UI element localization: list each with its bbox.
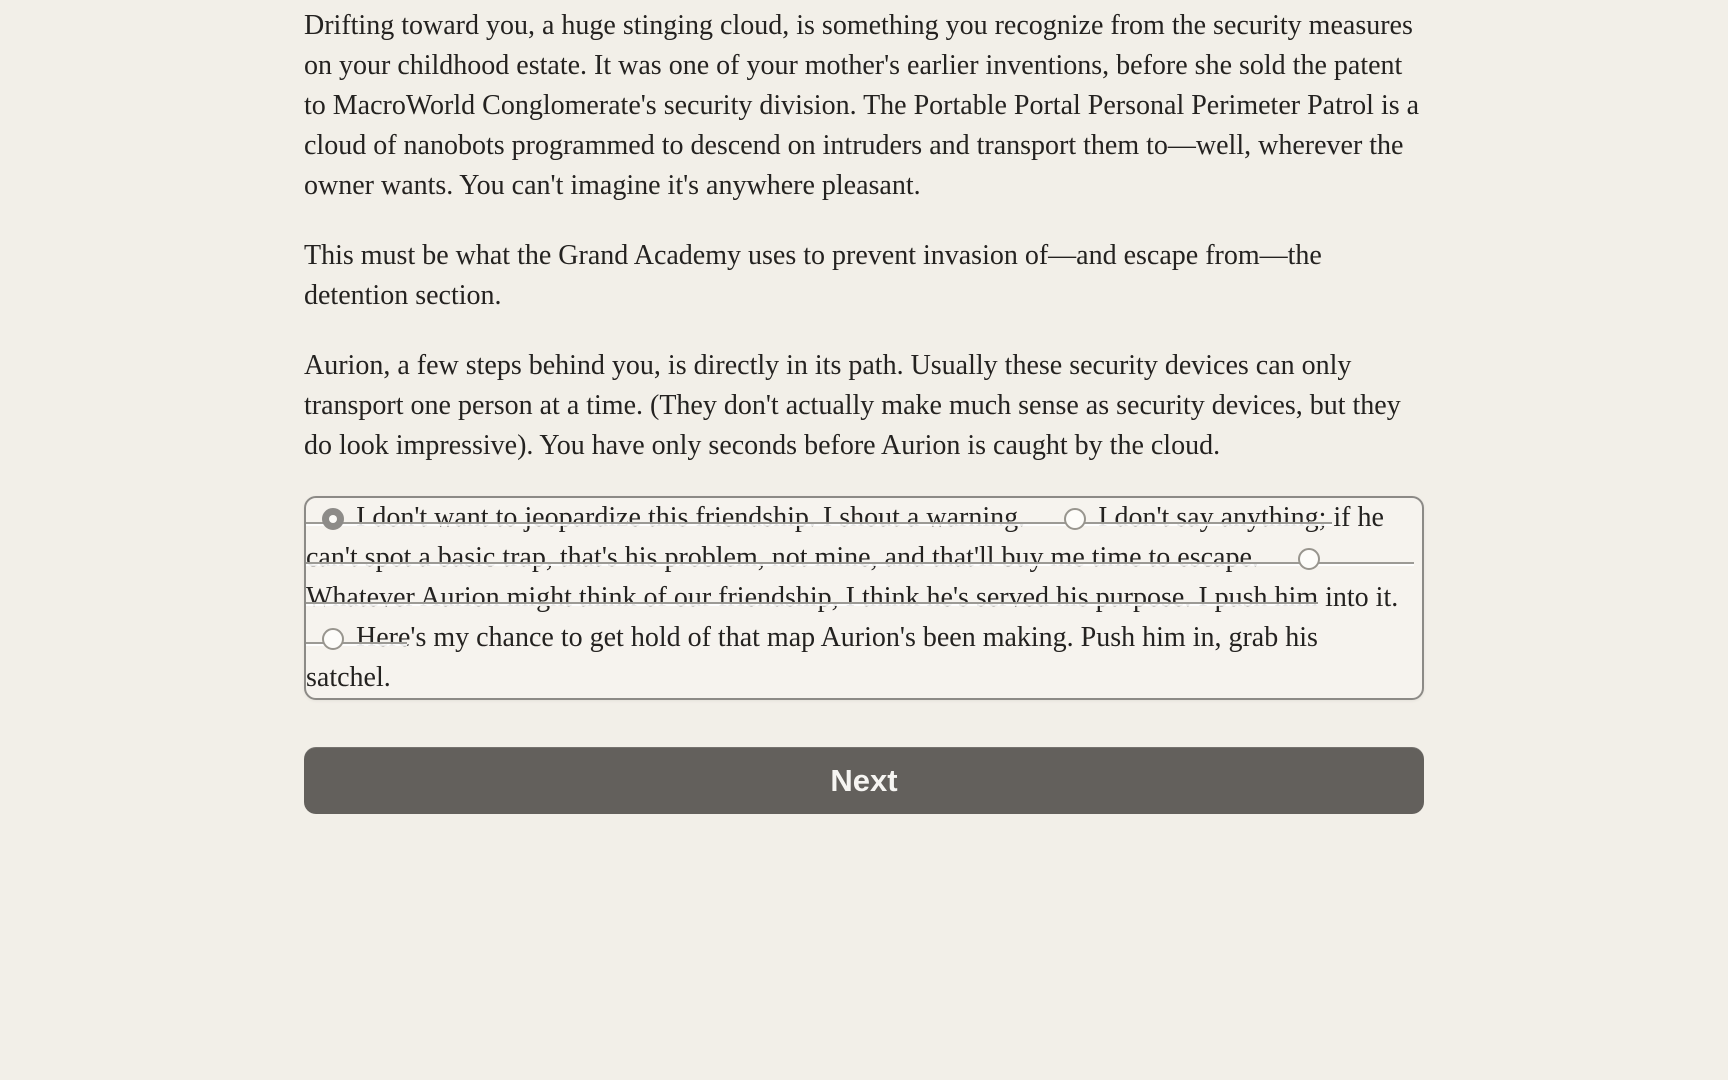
next-button[interactable]: Next [304, 747, 1424, 814]
radio-button-icon[interactable] [1064, 508, 1086, 530]
story-paragraph: This must be what the Grand Academy uses to prevent invasion of—and escape from—the detention section. [304, 240, 1322, 311]
choice-list [304, 496, 1424, 700]
story-paragraph: Aurion, a few steps behind you, is directly in its path. Usually these security devices can only transport one person at a time. (They don't actually make much sense as security devices, but they do look impressive). You have only seconds before Aurion is caught by the cloud. [304, 350, 1401, 461]
story-paragraph: Drifting toward you, a huge stinging cloud, is something you recognize from the security measures on your childhood estate. It was one of your mother's earlier inventions, before she sold the patent to MacroWorld Conglomerate's security division. The Portable Portal Personal Perimeter Patrol is a cloud of nanobots programmed to descend on intruders and transport them to—well, wherever the owner wants. You can't imagine it's anywhere pleasant. [304, 10, 1420, 201]
radio-button-icon[interactable] [322, 508, 344, 530]
radio-button-icon[interactable] [322, 628, 344, 650]
choice-option-label: I don't want to jeopardize this friendship. I shout a warning. [356, 502, 1026, 533]
choice-option-label: Here's my chance to get hold of that map Aurion's been making. Push him in, grab his satchel. [306, 622, 1318, 693]
story-page [304, 0, 1424, 814]
radio-button-icon[interactable] [1298, 548, 1320, 570]
choice-option-label: Whatever Aurion might think of our friendship, I think he's served his purpose. I push him into it. [306, 582, 1399, 613]
choice-option[interactable] [306, 602, 1318, 700]
choice-option-label: I don't say anything; if he can't spot a basic trap, that's his problem, not mine, and that'll buy me time to escape. [306, 502, 1384, 573]
